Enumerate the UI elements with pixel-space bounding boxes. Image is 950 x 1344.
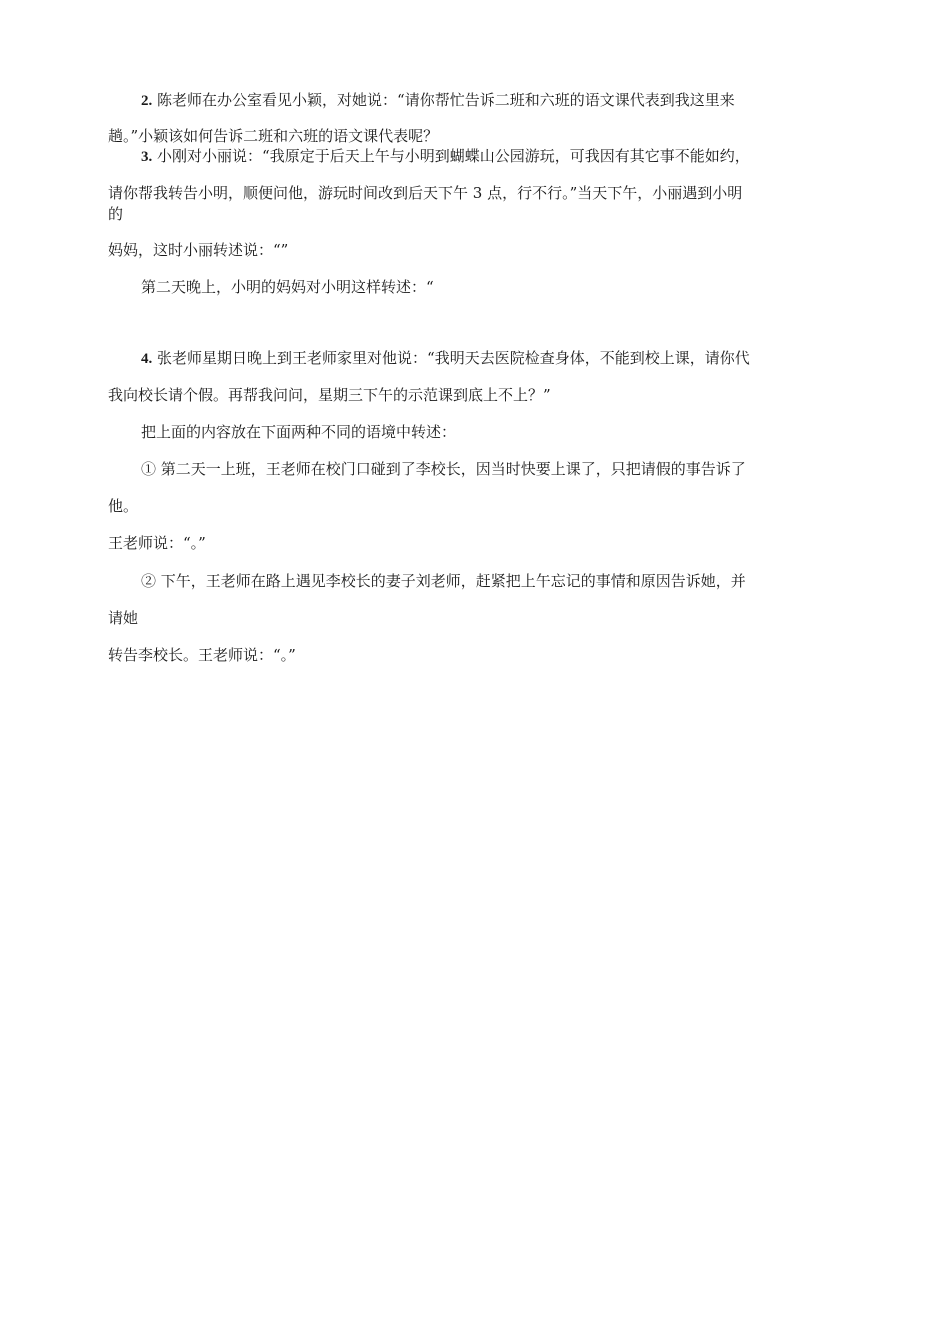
- question-3-text: 小刚对小丽说：“我原定于后天上午与小明到蝴蝶山公园游玩，可我因有其它事不能如约，: [157, 147, 750, 165]
- context-1-line-2: 他。: [108, 497, 139, 515]
- question-4-text: 张老师星期日晚上到王老师家里对他说：“我明天去医院检查身体，不能到校上课，请你代: [157, 349, 750, 367]
- question-4-instruction: 把上面的内容放在下面两种不同的语境中转述：: [141, 423, 457, 441]
- question-3-line-2: 请你帮我转告小明，顺便问他，游玩时间改到后天下午 3 点，行不行。”当天下午，小丽遇到小明: [108, 184, 743, 202]
- question-3-line-4: 妈妈，这时小丽转述说：“”: [108, 241, 289, 259]
- question-2-line-2: 趟。”小颖该如何告诉二班和六班的语文课代表呢？: [108, 127, 439, 145]
- context-2-answer-line: 转告李校长。王老师说：“。”: [108, 646, 296, 664]
- question-3-line-5: 第二天晚上，小明的妈妈对小明这样转述：“: [141, 278, 434, 296]
- context-2-line-2: 请她: [108, 609, 139, 627]
- question-2-text: 陈老师在办公室看见小颖，对她说：“请你帮忙告诉二班和六班的语文课代表到我这里来: [157, 91, 735, 109]
- question-2-line-1: [141, 90, 848, 111]
- question-3-line-1: [141, 146, 848, 167]
- question-4-line-1: [141, 348, 848, 369]
- context-1-line-1: ① 第二天一上班，王老师在校门口碰到了李校长，因当时快要上课了，只把请假的事告诉了: [141, 460, 746, 478]
- context-1-answer-line: 王老师说：“。”: [108, 534, 206, 552]
- question-3-line-3: 的: [108, 205, 124, 223]
- question-2-number: 2.: [141, 93, 153, 109]
- question-4-line-2: 我向校长请个假。再帮我问问，星期三下午的示范课到底上不上？”: [108, 386, 551, 404]
- context-2-line-1: ② 下午，王老师在路上遇见李校长的妻子刘老师，赶紧把上午忘记的事情和原因告诉她，并: [141, 572, 746, 590]
- question-4-number: 4.: [141, 351, 153, 367]
- question-3-number: 3.: [141, 149, 153, 165]
